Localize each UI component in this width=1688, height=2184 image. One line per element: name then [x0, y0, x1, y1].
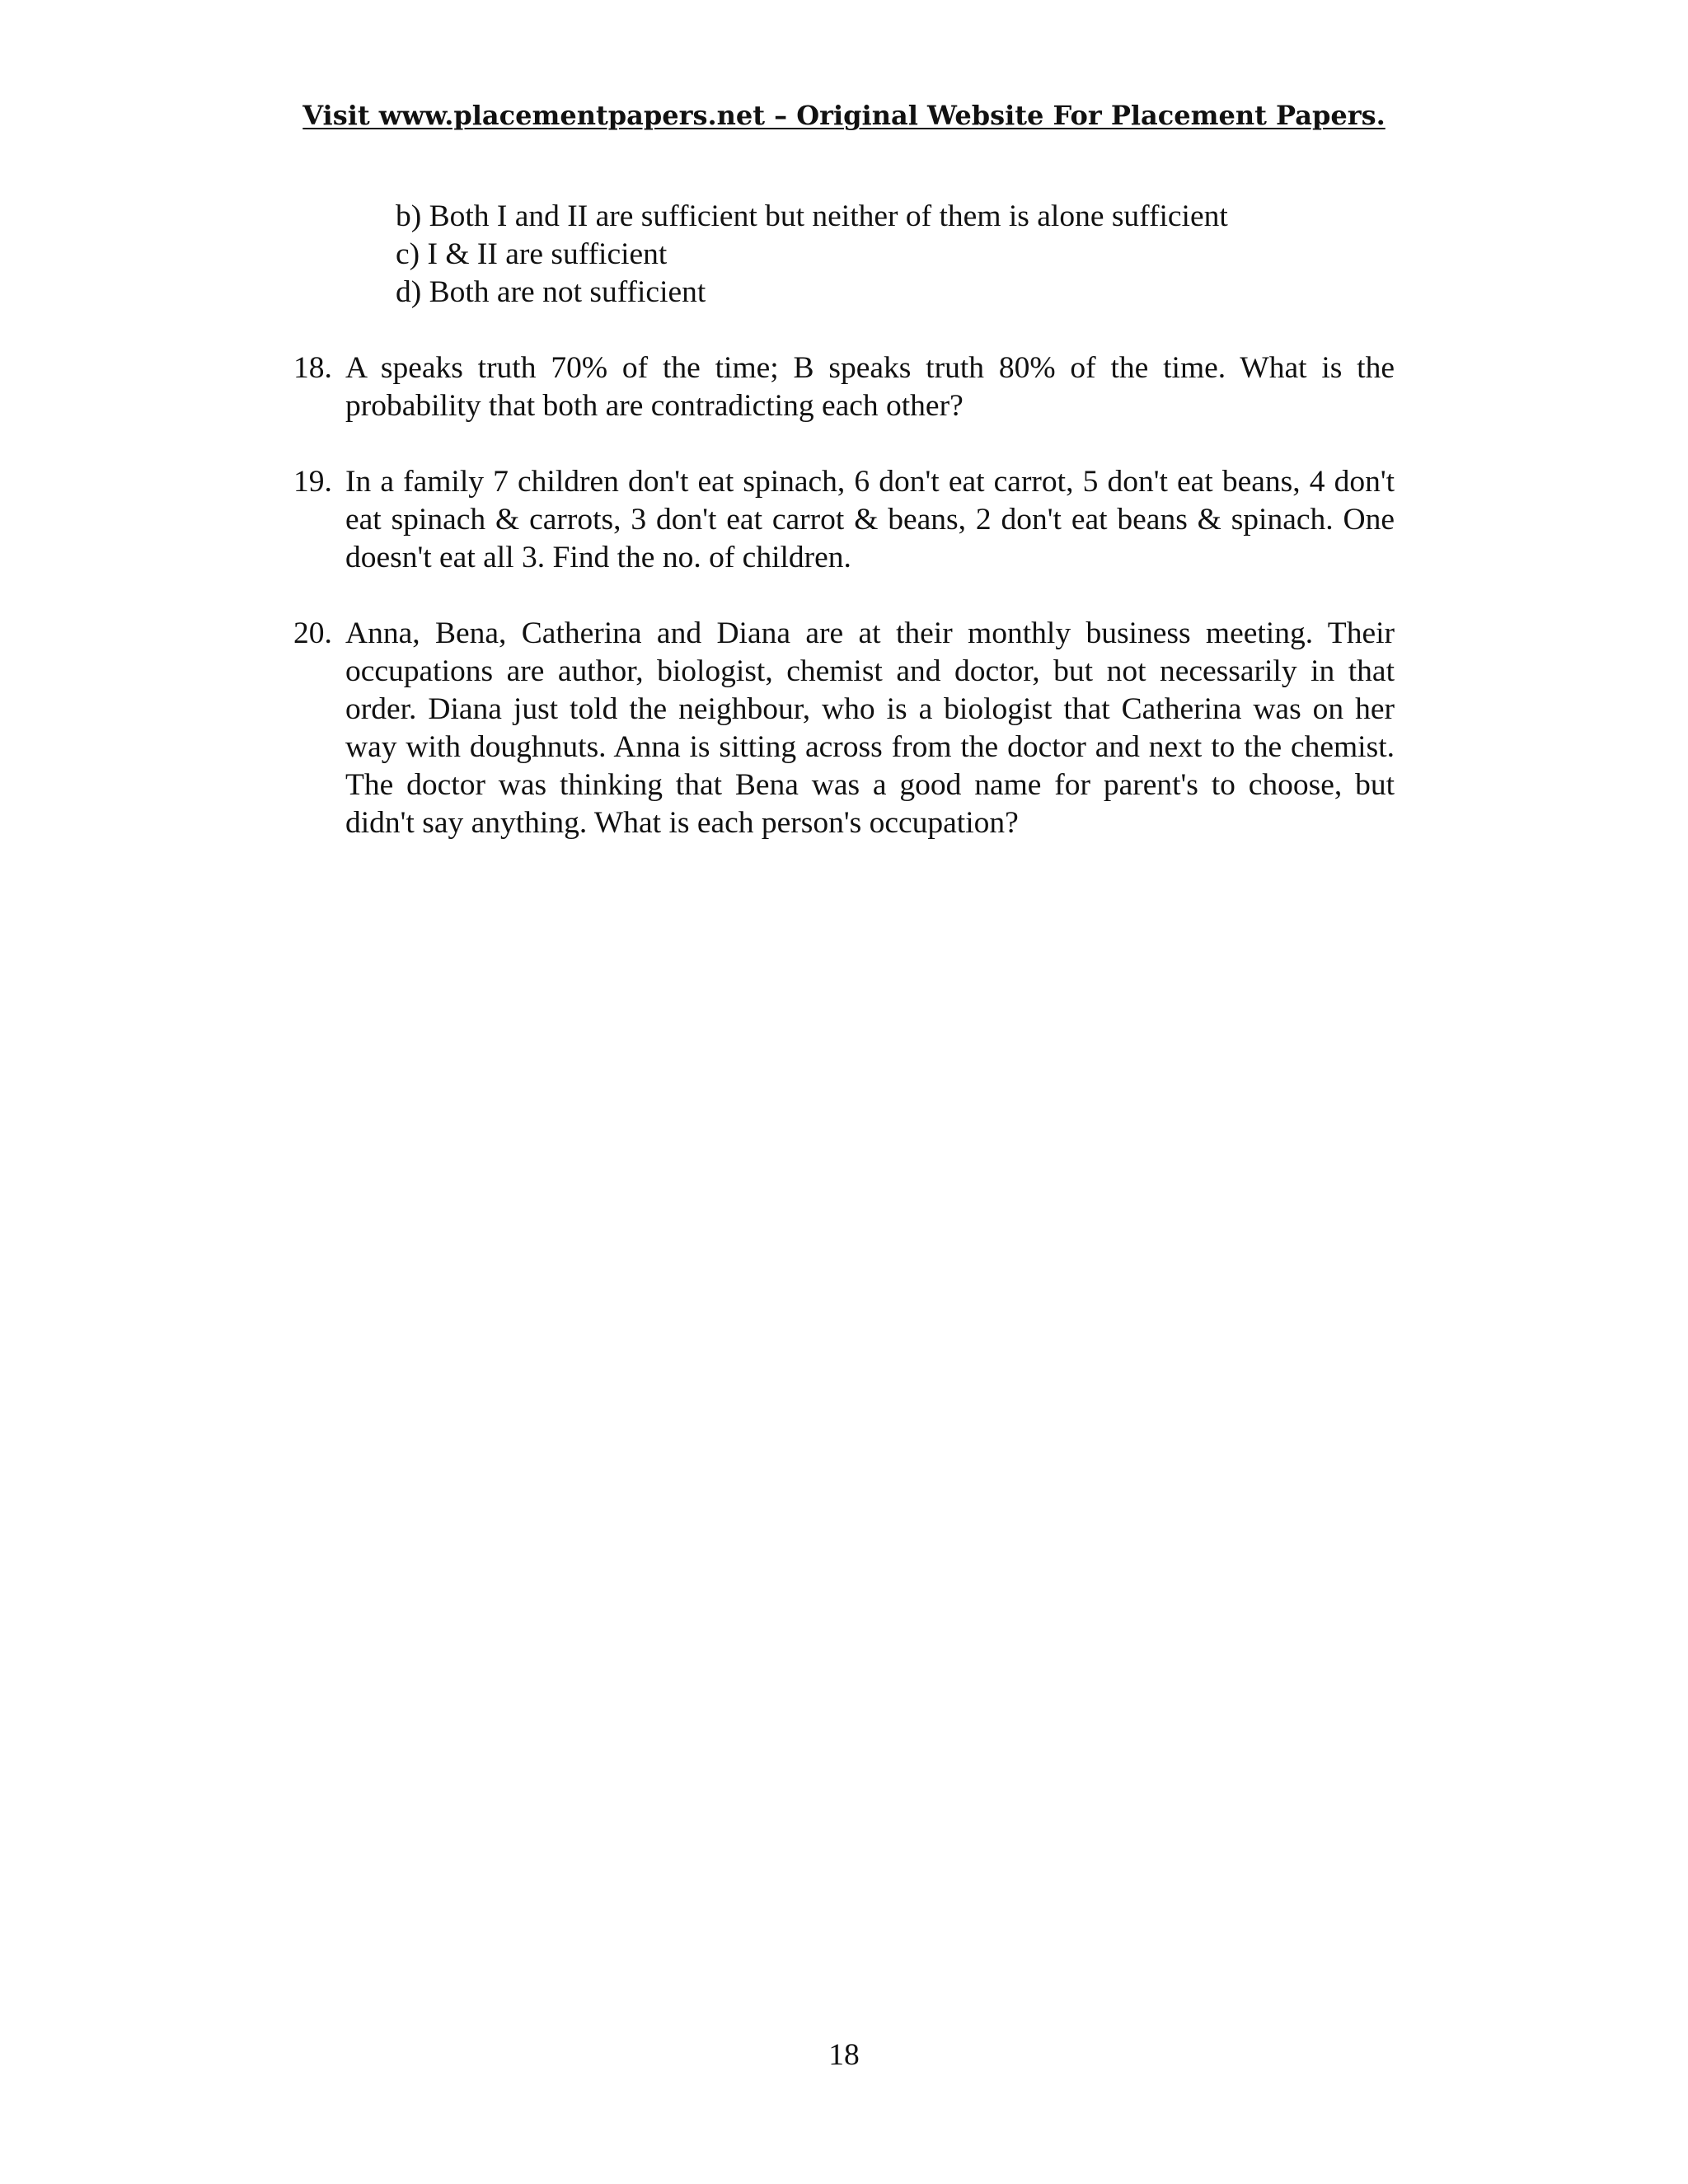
- question-number: 18.: [293, 351, 332, 385]
- page-header: Visit www.placementpapers.net – Original Website For Placement Papers.: [302, 100, 1386, 131]
- question-19: [293, 463, 1395, 577]
- question-18: [293, 349, 1395, 425]
- option-c: c) I & II are sufficient: [396, 237, 668, 271]
- page-content: [293, 198, 1395, 880]
- question-number: 19.: [293, 465, 332, 499]
- option-b: b) Both I and II are sufficient but neither of them is alone sufficient: [396, 199, 1228, 233]
- question-text: A speaks truth 70% of the time; B speaks truth 80% of the time. What is the probability that both are contradicting each other?: [345, 351, 1395, 423]
- previous-question-options: [293, 198, 1395, 312]
- question-20: [293, 615, 1395, 842]
- page-number: 18: [828, 2038, 860, 2072]
- question-text: In a family 7 children don't eat spinach, 6 don't eat carrot, 5 don't eat beans, 4 don't eat spinach & carrots, 3 don't eat carrot & beans, 2 don't eat beans & spinach. One doesn't eat all 3. Find the no. of children.: [345, 465, 1395, 574]
- question-number: 20.: [293, 616, 332, 650]
- option-d: d) Both are not sufficient: [396, 275, 706, 309]
- question-text: Anna, Bena, Catherina and Diana are at their monthly business meeting. Their occupations are author, biologist, chemist and doctor, but not necessarily in that order. Diana just told the neighbour, who is a biologist that Catherina was on her way with doughnuts. Anna is sitting across from the doctor and next to the chemist. The doctor was thinking that Bena was a good name for parent's to choose, but didn't say anything. What is each person's occupation?: [345, 616, 1395, 840]
